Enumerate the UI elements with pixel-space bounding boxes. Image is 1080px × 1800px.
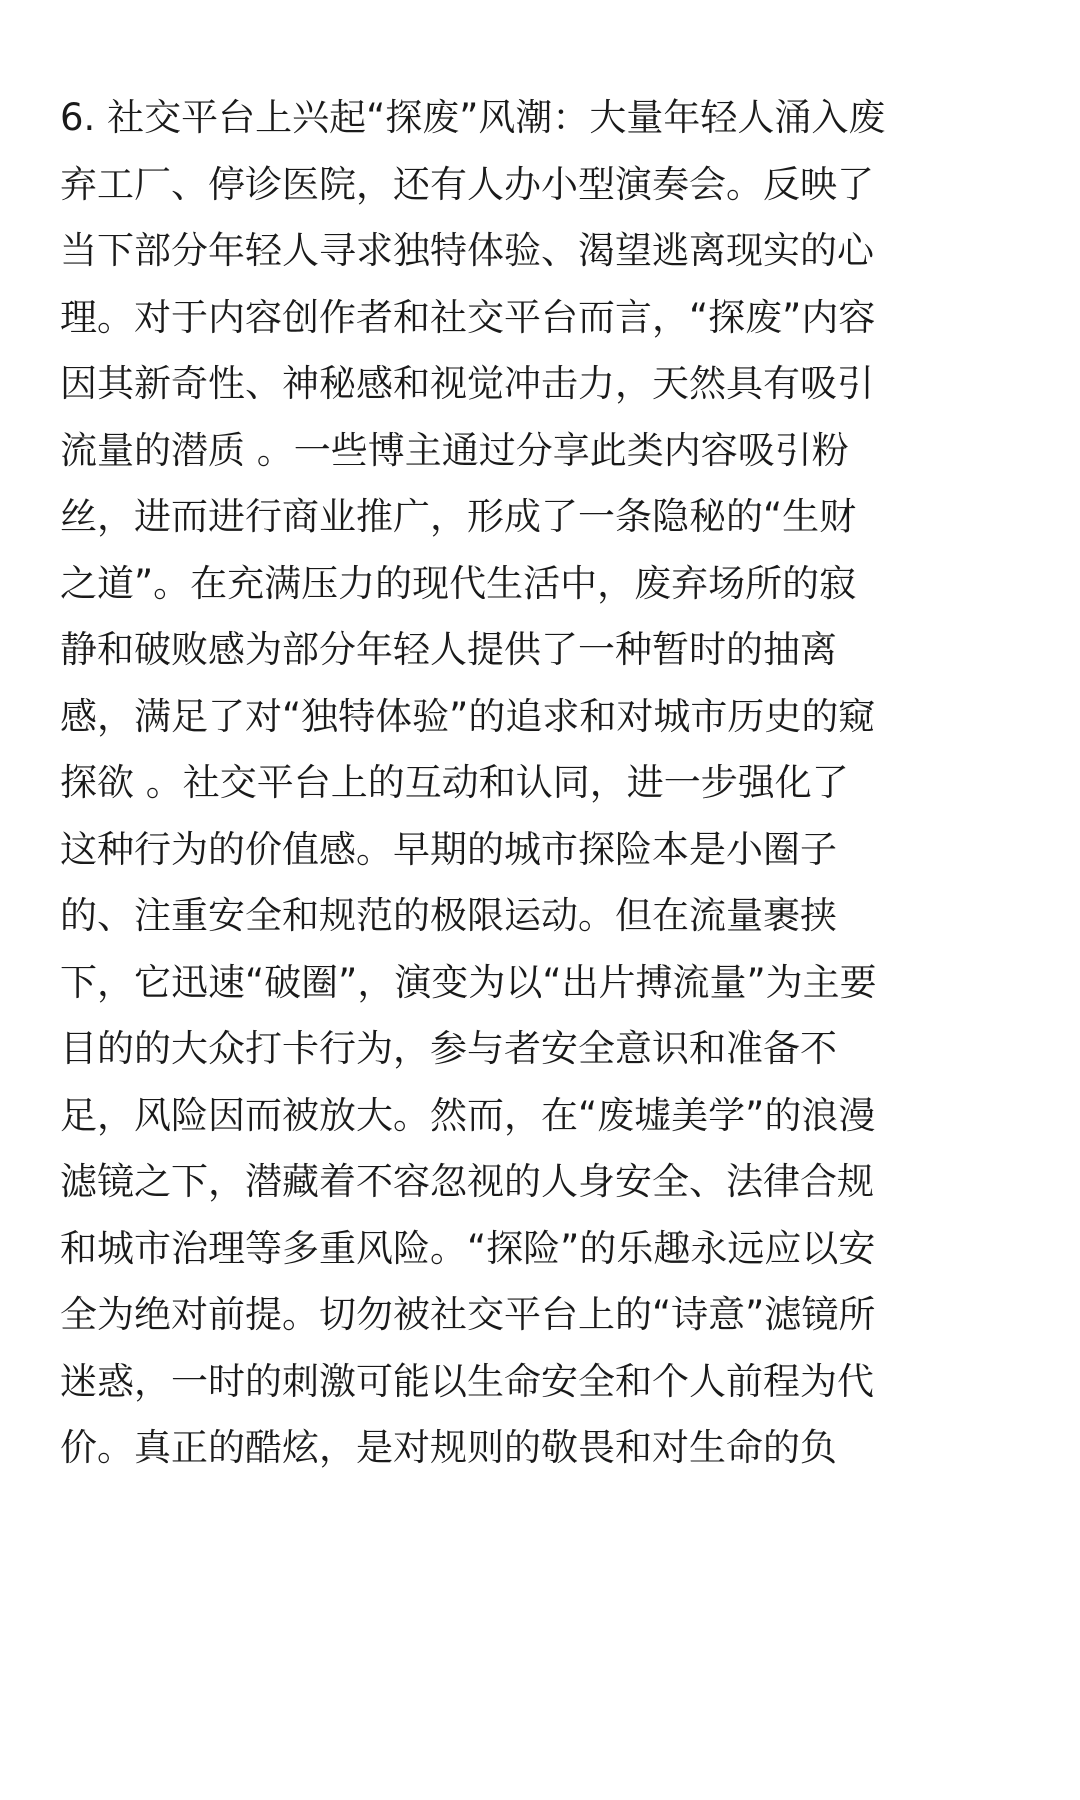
text-line: 之道”。在充满压力的现代生活中，废弃场所的寂 xyxy=(60,561,857,605)
text-line: 感，满足了对“独特体验”的追求和对城市历史的窥 xyxy=(60,694,876,738)
text-line: 下，它迅速“破圈”，演变为以“出片搏流量”为主要 xyxy=(60,960,877,1004)
text-line: 理。对于内容创作者和社交平台而言，“探废”内容 xyxy=(60,295,876,339)
text-line: 滤镜之下，潜藏着不容忽视的人身安全、法律合规 xyxy=(60,1160,874,1203)
text-line: 丝，进而进行商业推广，形成了一条隐秘的“生财 xyxy=(60,495,857,538)
text-line: 6. 社交平台上兴起“探废”风潮：大量年轻人涌入废 xyxy=(60,96,886,139)
text-line: 静和破败感为部分年轻人提供了一种暂时的抽离 xyxy=(60,628,837,671)
text-line: 价。真正的酷炫，是对规则的敬畏和对生命的负 xyxy=(60,1426,837,1469)
text-line: 足，风险因而被放大。然而，在“废墟美学”的浪漫 xyxy=(60,1093,876,1137)
text-line: 当下部分年轻人寻求独特体验、渴望逃离现实的心 xyxy=(60,229,874,272)
text-line: 这种行为的价值感。早期的城市探险本是小圈子 xyxy=(60,827,837,871)
text-line: 弃工厂、停诊医院，还有人办小型演奏会。反映了 xyxy=(60,162,874,206)
text-line: 目的的大众打卡行为，参与者安全意识和准备不 xyxy=(60,1027,837,1070)
text-line: 流量的潜质 。一些博主通过分享此类内容吸引粉 xyxy=(60,428,849,472)
text-line: 的、注重安全和规范的极限运动。但在流量裹挟 xyxy=(60,894,837,937)
text-line: 和城市治理等多重风险。“探险”的乐趣永远应以安 xyxy=(60,1226,876,1270)
text-line: 因其新奇性、神秘感和视觉冲击力，天然具有吸引 xyxy=(60,362,874,405)
text-line: 全为绝对前提。切勿被社交平台上的“诗意”滤镜所 xyxy=(60,1293,876,1336)
article-body xyxy=(60,85,1020,1482)
text-line: 迷惑，一时的刺激可能以生命安全和个人前程为代 xyxy=(60,1359,874,1403)
text-line: 探欲 。社交平台上的互动和认同，进一步强化了 xyxy=(60,761,849,804)
